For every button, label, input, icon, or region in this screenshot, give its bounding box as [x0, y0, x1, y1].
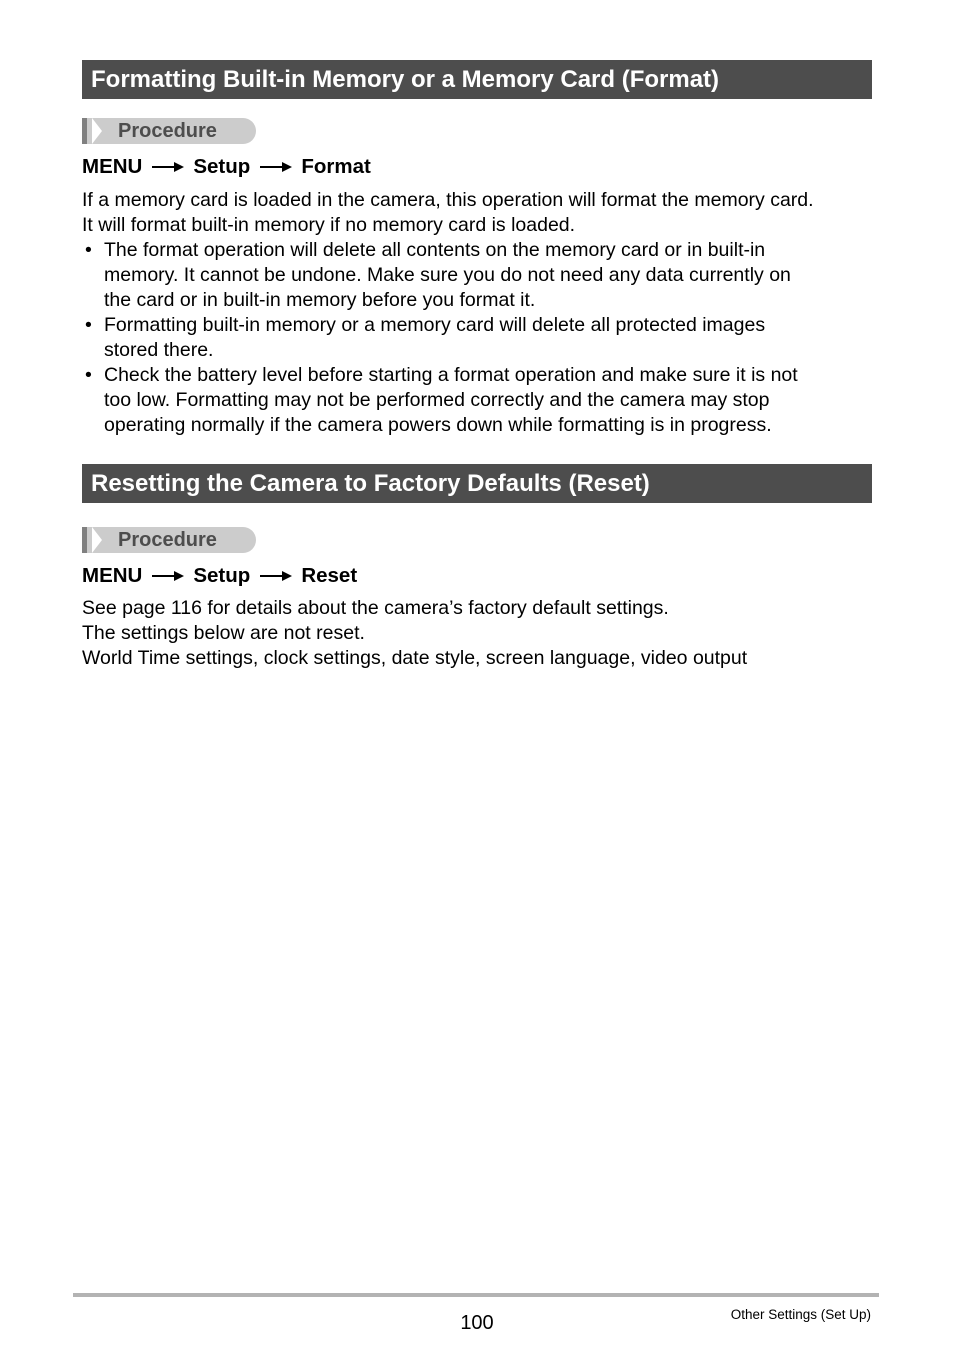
footer-divider: [73, 1293, 879, 1297]
paragraph-line: See page 116 for details about the camera’s factory default settings.: [82, 597, 669, 619]
footer-section-name: Other Settings (Set Up): [730, 1307, 871, 1322]
paragraph-line: The settings below are not reset.: [82, 622, 365, 644]
paragraph-line: World Time settings, clock settings, date style, screen language, video output: [82, 647, 748, 669]
list-item: [82, 363, 872, 438]
reset-description: [82, 596, 882, 671]
bullet-marker: •: [85, 364, 92, 386]
bullet-line: stored there.: [104, 339, 214, 361]
bullet-line: too low. Formatting may not be performed correctly and the camera may stop: [104, 389, 770, 411]
menu-path-step: Format: [301, 155, 371, 178]
bullet-line: the card or in built-in memory before you format it.: [104, 289, 536, 311]
arrow-right-icon: [152, 570, 184, 582]
section-title-format: Formatting Built-in Memory or a Memory Card (Format): [82, 60, 872, 99]
procedure-badge: [82, 527, 256, 553]
menu-path-step: MENU: [82, 155, 143, 178]
section-title-reset: Resetting the Camera to Factory Defaults (Reset): [82, 464, 872, 503]
format-notes-list: [82, 238, 872, 438]
procedure-label: Procedure: [118, 120, 217, 142]
page-number: 100: [460, 1312, 494, 1334]
menu-path-format: [82, 155, 371, 179]
format-description: [82, 188, 882, 238]
list-item: [82, 313, 872, 363]
arrow-right-icon: [260, 161, 292, 173]
procedure-badge: [82, 118, 256, 144]
list-item: [82, 238, 872, 313]
arrow-right-icon: [152, 161, 184, 173]
arrow-right-icon: [260, 570, 292, 582]
bullet-marker: •: [85, 314, 92, 336]
menu-path-step: MENU: [82, 564, 143, 587]
paragraph-line: If a memory card is loaded in the camera, this operation will format the memory card.: [82, 189, 814, 211]
menu-path-step: Reset: [301, 564, 358, 587]
menu-path-step: Setup: [193, 155, 251, 178]
bullet-line: operating normally if the camera powers down while formatting is in progress.: [104, 414, 772, 436]
bullet-line: memory. It cannot be undone. Make sure you do not need any data currently on: [104, 264, 791, 286]
bullet-line: The format operation will delete all contents on the memory card or in built-in: [104, 239, 766, 261]
procedure-label: Procedure: [118, 529, 217, 551]
bullet-marker: •: [85, 239, 92, 261]
bullet-line: Check the battery level before starting a format operation and make sure it is not: [104, 364, 798, 386]
paragraph-line: It will format built-in memory if no memory card is loaded.: [82, 214, 576, 236]
menu-path-step: Setup: [193, 564, 251, 587]
bullet-line: Formatting built-in memory or a memory card will delete all protected images: [104, 314, 766, 336]
menu-path-reset: [82, 564, 357, 588]
